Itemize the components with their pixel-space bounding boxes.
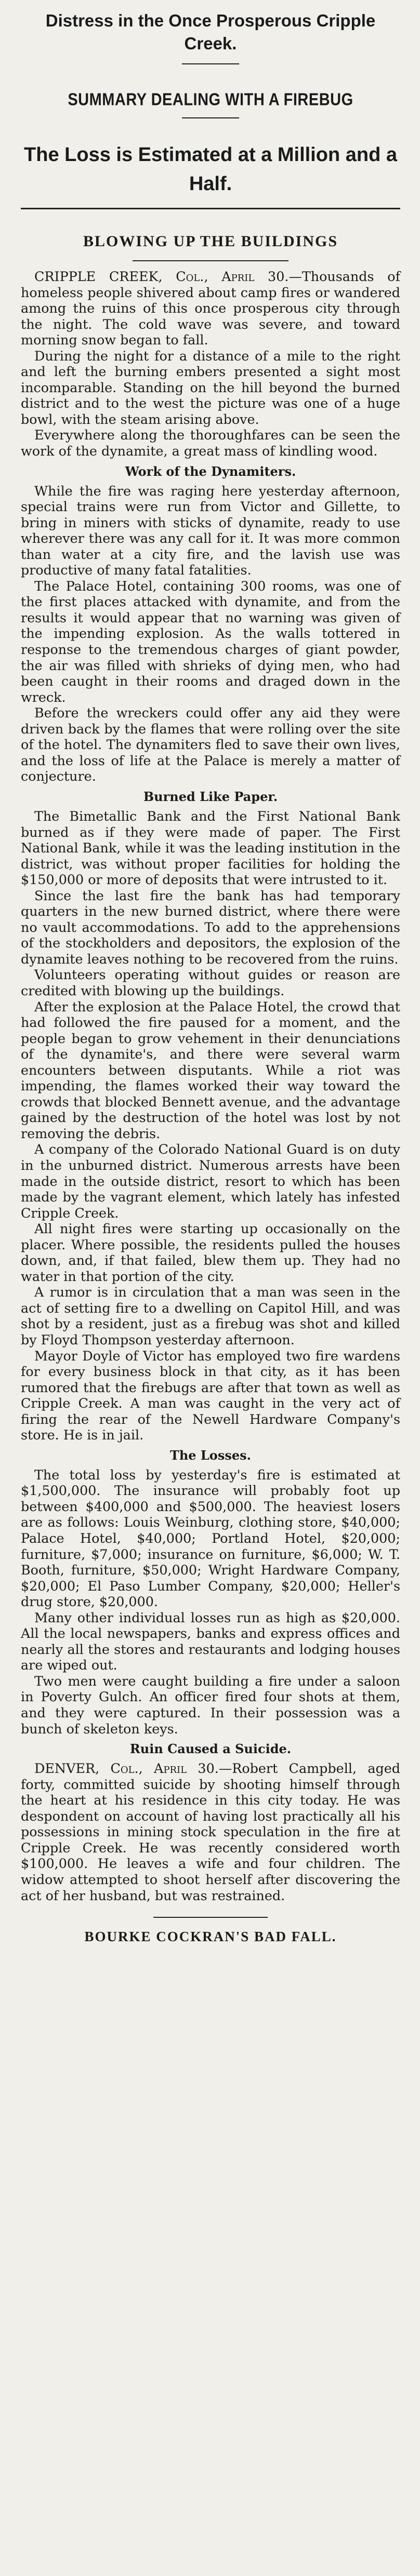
divider-full	[21, 208, 400, 209]
paragraph: The Bimetallic Bank and the First National Bank burned as if they were made of paper. The First National Bank, while it was the leading institution in the district, was without proper facilities for holding the $150,000 or more of deposits that were intrusted to it.	[21, 808, 400, 888]
subhead-firebug: SUMMARY DEALING WITH A FIREBUG	[68, 90, 353, 110]
paragraph-lead	[21, 269, 400, 348]
paragraph: The Palace Hotel, containing 300 rooms, was one of the first places attacked with dynamite, and from the results it would appear that no warning was given of the impending explosion. As the walls tottered in response to the tremendous charges of giant powder, the air was filled with shrieks of dying men, who had been caught in their rooms and draged down in the wreck.	[21, 578, 400, 705]
section-heading-losses: The Losses.	[170, 1447, 251, 1463]
divider	[133, 260, 288, 261]
paragraph: Two men were caught building a fire under a saloon in Poverty Gulch. An officer fired four shots at them, and they were captured. In their possession was a bunch of skeleton keys.	[21, 1673, 400, 1737]
divider	[153, 1917, 268, 1918]
paragraph: Volunteers operating without guides or reason are credited with blowing up the buildings.	[21, 967, 400, 998]
article-column	[21, 0, 400, 1947]
divider	[182, 63, 239, 64]
paragraph: During the night for a distance of a mile to the right and left the burning embers presented a sight most incomparable. Standing on the hill beyond the burned district and to the west the picture was one of a huge bowl, with the steam arising above.	[21, 348, 400, 427]
paragraph: After the explosion at the Palace Hotel, the crowd that had followed the fire paused for a moment, and the people began to grow vehement in their denunciations of the dynamite's, and there were several warm encounters between disputants. While a riot was impending, the flames worked their way toward the crowds that blocked Bennett avenue, and the advantage gained by the destruction of the hotel was lost by not removing the debris.	[21, 998, 400, 1141]
paragraph: While the fire was raging here yesterday afternoon, special trains were run from Victor and Gillette, to bring in miners with sticks of dynamite, ready to use wherever there was any call for it. It was more common than water at a city fire, and the lavish use was productive of many fatal fatalities.	[21, 483, 400, 578]
headline: Distress in the Once Prosperous Cripple Creek.	[45, 11, 376, 53]
paragraph-text: —Thousands of homeless people shivered about camp fires or wandered among the ruins of this once prosperous city through the night. The cold wave was severe, and toward morning snow began to fall.	[21, 269, 400, 348]
next-article-heading: BOURKE COCKRAN'S BAD FALL.	[84, 1929, 337, 1945]
paragraph: The total loss by yesterday's fire is estimated at $1,500,000. The insurance will probably foot up between $400,000 and $500,000. The heaviest losers are as follows: Louis Weinburg, clothing store, $40,000; Palace Hotel, $40,000; Portland Hotel, $20,000; furniture, $7,000; insurance on furniture, $6,000; W. T. Booth, furniture, $50,000; Wright Hardware Company, $20,000; El Paso Lumber Company, $20,000; Heller's drug store, $20,000.	[21, 1466, 400, 1610]
article-body	[21, 269, 400, 1903]
section-heading-burned: Burned Like Paper.	[143, 789, 278, 804]
paragraph: Before the wreckers could offer any aid they were driven back by the flames that were rolling over the site of the hotel. The dynamiters fled to save their own lives, and the loss of life at the Palace is merely a matter of conjecture.	[21, 705, 400, 784]
dateline: CRIPPLE CREEK, Col., April 30.	[34, 269, 289, 284]
paragraph: Everywhere along the thoroughfares can be seen the work of the dynamite, a great mass of kindling wood.	[21, 427, 400, 459]
paragraph-lead	[21, 1760, 400, 1903]
paragraph: Many other individual losses run as high as $20,000. All the local newspapers, banks and express offices and nearly all the stores and restaurants and lodging houses are wiped out.	[21, 1609, 400, 1673]
paragraph: Mayor Doyle of Victor has employed two fire wardens for every business block in that city, as it has been rumored that the firebugs are after that town as well as Cripple Creek. A man was caught in the very act of firing the rear of the Newell Hardware Company's store. He is in jail.	[21, 1347, 400, 1443]
subhead-loss: The Loss is Estimated at a Million and a Half.	[24, 144, 397, 195]
paragraph: All night fires were starting up occasionally on the placer. Where possible, the residents pulled the houses down, and, if that failed, blew them up. They had no water in that portion of the city.	[21, 1221, 400, 1284]
dateline-denver: DENVER, Col., April 30.	[34, 1760, 219, 1777]
paragraph: A rumor is in circulation that a man was seen in the act of setting fire to a dwelling on Capitol Hill, and was shot by a resident, just as a firebug was shot and killed by Floyd Thompson yesterday afternoon.	[21, 1284, 400, 1347]
divider	[182, 117, 239, 118]
section-heading-suicide: Ruin Caused a Suicide.	[129, 1741, 292, 1757]
paragraph: A company of the Colorado National Guard is on duty in the unburned district. Numerous arrests have been made in the outside district, resort to which has been made by the vagrant element, which lately has infested Cripple Creek.	[21, 1141, 400, 1221]
section-title: BLOWING UP THE BUILDINGS	[83, 233, 338, 250]
paragraph-text: —Robert Campbell, aged forty, committed suicide by shooting himself through the heart at his residence in this city today. He was despondent on account of having lost practically all his possessions in mining stock speculation in the fire at Cripple Creek. He was recently considered worth $100,000. He leaves a wife and four children. The widow attempted to shoot herself after discovering the act of her husband, but was restrained.	[21, 1760, 400, 1903]
section-heading-dynamiters: Work of the Dynamiters.	[125, 463, 296, 479]
paragraph: Since the last fire the bank has had temporary quarters in the new burned district, where there were no vault accommodations. To add to the apprehensions of the stockholders and depositors, the explosion of the dynamite leaves nothing to be recovered from the ruins.	[21, 887, 400, 967]
